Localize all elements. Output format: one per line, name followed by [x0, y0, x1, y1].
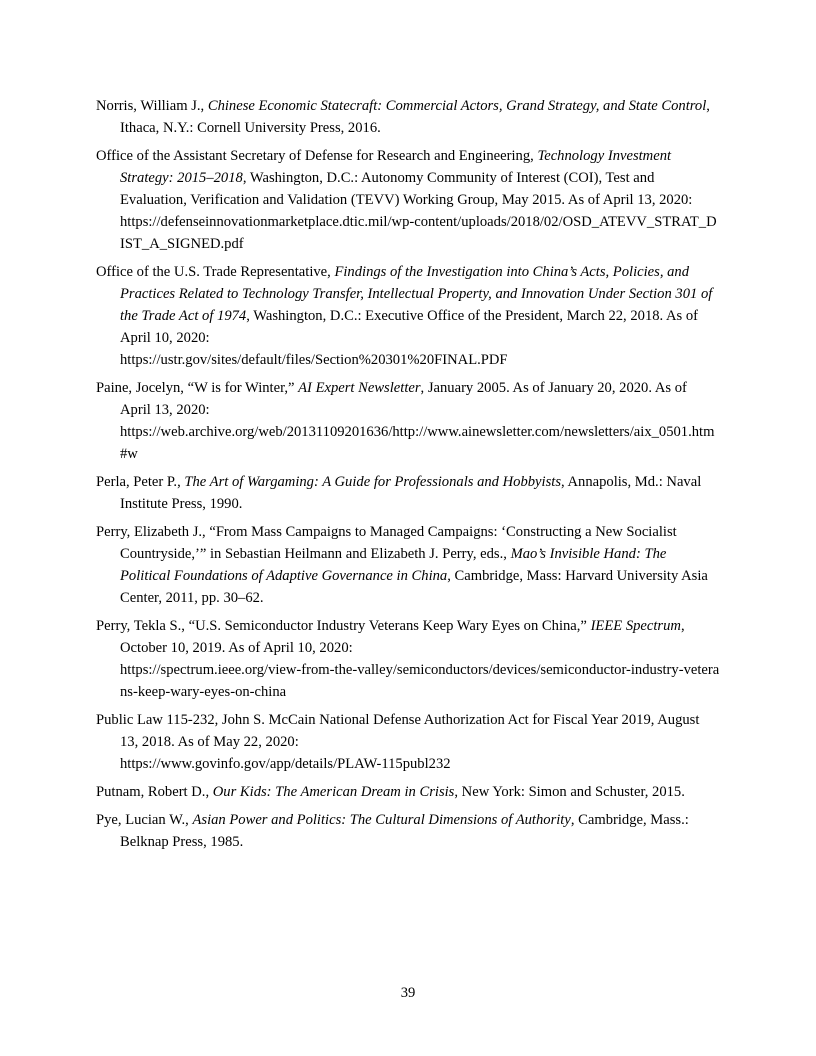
reference-publication: , Cambridge, Mass.: Belknap Press, 1985. [120, 812, 689, 850]
reference-author: Perry, Tekla S., “U.S. Semiconductor Industry Veterans Keep Wary Eyes on China,” [96, 618, 591, 634]
reference-url[interactable]: https://ustr.gov/sites/default/files/Section%20301%20FINAL.PDF [120, 352, 508, 368]
reference-author: Paine, Jocelyn, “W is for Winter,” [96, 380, 299, 396]
reference-entry [96, 521, 720, 609]
reference-entry [96, 377, 720, 465]
page-number: 39 [400, 985, 416, 1001]
reference-author: Norris, William J., [96, 98, 208, 114]
reference-title: Asian Power and Politics: The Cultural Dimensions of Authority [192, 812, 571, 828]
reference-publication: , October 10, 2019. As of April 10, 2020: [120, 618, 685, 656]
reference-url[interactable]: https://spectrum.ieee.org/view-from-the-valley/semiconductors/devices/semiconductor-industry-veterans-keep-wary-eyes-on-china [120, 662, 720, 700]
reference-title: Findings of the Investigation into China’s Acts, Policies, and Practices Related to Technology Transfer, Intellectual Property, and Innovation Under Section 301 of the Trade Act of 1974 [120, 264, 713, 324]
reference-entry [96, 261, 720, 371]
reference-title: Chinese Economic Statecraft: Commercial Actors, Grand Strategy, and State Control [207, 98, 707, 114]
reference-author: Pye, Lucian W., [96, 812, 193, 828]
reference-title: Our Kids: The American Dream in Crisis [212, 784, 455, 800]
reference-title: IEEE Spectrum [590, 618, 681, 634]
reference-publication: , New York: Simon and Schuster, 2015. [454, 784, 685, 800]
reference-entry [96, 145, 720, 255]
reference-entry [96, 809, 720, 853]
reference-publication: , Cambridge, Mass: Harvard University Asia Center, 2011, pp. 30–62. [120, 568, 708, 606]
reference-title: AI Expert Newsletter [298, 380, 421, 396]
reference-title: The Art of Wargaming: A Guide for Professionals and Hobbyists [184, 474, 561, 490]
reference-url[interactable]: https://defenseinnovationmarketplace.dtic.mil/wp-content/uploads/2018/02/OSD_ATEVV_STRAT_DIST_A_SIGNED.pdf [120, 214, 717, 252]
reference-entry [96, 95, 720, 139]
reference-url[interactable]: https://web.archive.org/web/20131109201636/http://www.ainewsletter.com/newsletters/aix_0501.htm#w [120, 424, 715, 462]
reference-publication: , Washington, D.C.: Executive Office of the President, March 22, 2018. As of April 10, 2020: [120, 308, 699, 346]
reference-author: Office of the U.S. Trade Representative, [96, 264, 335, 280]
reference-publication: , Ithaca, N.Y.: Cornell University Press, 2016. [120, 98, 710, 136]
reference-url[interactable]: https://www.govinfo.gov/app/details/PLAW-115publ232 [120, 756, 451, 772]
reference-author: Public Law 115-232, John S. McCain National Defense Authorization Act for Fiscal Year 2019, August 13, 2018. As of May 22, 2020: [96, 712, 700, 750]
reference-publication: , Washington, D.C.: Autonomy Community of Interest (COI), Test and Evaluation, Verification and Validation (TEVV) Working Group, May 2015. As of April 13, 2020: [120, 170, 693, 208]
reference-list [96, 95, 720, 859]
reference-author: Perla, Peter P., [96, 474, 185, 490]
reference-title: Mao’s Invisible Hand: The Political Foundations of Adaptive Governance in China [120, 546, 667, 584]
reference-author: Office of the Assistant Secretary of Defense for Research and Engineering, [96, 148, 538, 164]
reference-entry [96, 471, 720, 515]
reference-author: Perry, Elizabeth J., “From Mass Campaigns to Managed Campaigns: ‘Constructing a New Socialist Countryside,’” in Sebastian Heilmann and Elizabeth J. Perry, eds., [96, 524, 677, 562]
reference-entry [96, 781, 720, 803]
reference-author: Putnam, Robert D., [96, 784, 213, 800]
reference-entry [96, 709, 720, 775]
reference-title: Technology Investment Strategy: 2015–2018 [120, 148, 672, 186]
reference-entry [96, 615, 720, 703]
reference-publication: , January 2005. As of January 20, 2020. As of April 13, 2020: [120, 380, 687, 418]
reference-publication: , Annapolis, Md.: Naval Institute Press, 1990. [120, 474, 702, 512]
